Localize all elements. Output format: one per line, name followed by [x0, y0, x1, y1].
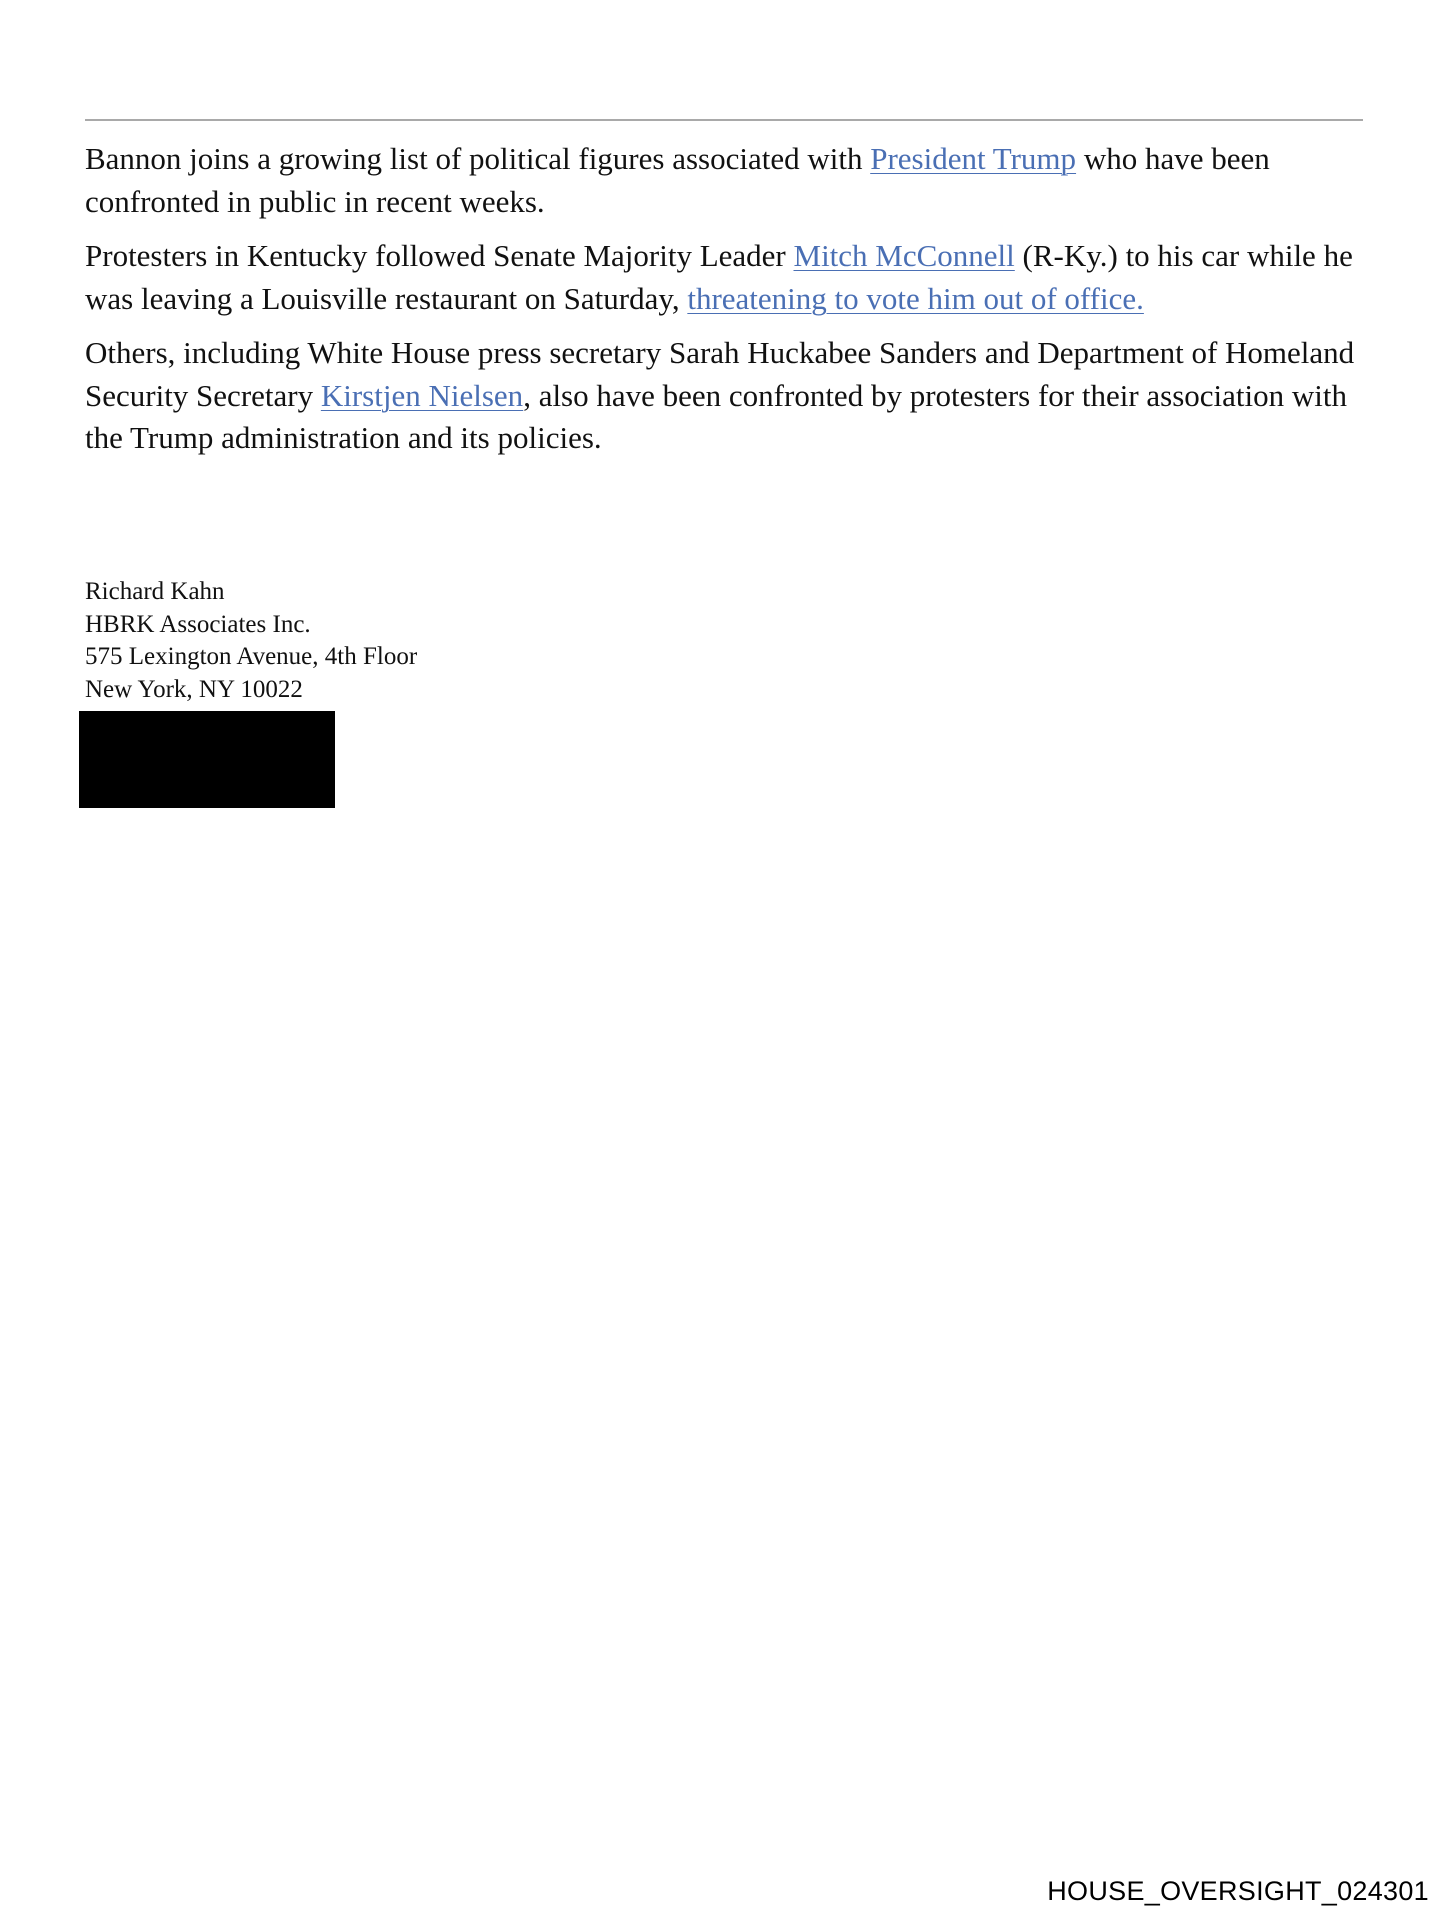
president-trump-link[interactable]: President Trump [870, 141, 1077, 176]
paragraph-2-text-start: Protesters in Kentucky followed Senate Majority Leader [85, 238, 794, 273]
signature-block [85, 576, 417, 706]
paragraph-3-text-start: Others, including White House press secretary Sarah Huckabee Sanders and Department of Homeland Security Secretary [85, 335, 1355, 413]
header-divider [85, 119, 1363, 121]
paragraph-1 [85, 138, 1375, 223]
paragraph-1-text-end: who have been confronted in public in recent weeks. [85, 141, 1270, 219]
paragraph-3 [85, 332, 1375, 460]
paragraph-2-text-middle: (R-Ky.) to his car while he was leaving a Louisville restaurant on Saturday, [85, 238, 1353, 316]
paragraph-3-text-end: , also have been confronted by protesters for their association with the Trump administration and its policies. [85, 377, 1348, 455]
mitch-mcconnell-link[interactable]: Mitch McConnell [793, 238, 1015, 273]
redaction-box [79, 711, 335, 808]
signature-address-line-1: 575 Lexington Avenue, 4th Floor [85, 643, 418, 670]
paragraph-2 [85, 235, 1375, 320]
signature-name: Richard Kahn [85, 578, 225, 605]
signature-address-line-2: New York, NY 10022 [85, 675, 303, 703]
article-body [85, 138, 1375, 472]
kirstjen-nielsen-link[interactable]: Kirstjen Nielsen [320, 377, 524, 413]
paragraph-1-text-start: Bannon joins a growing list of political figures associated with [85, 141, 871, 176]
signature-company: HBRK Associates Inc. [85, 610, 311, 638]
bates-number: HOUSE_OVERSIGHT_024301 [1047, 1876, 1429, 1906]
vote-out-of-office-link[interactable]: threatening to vote him out of office. [687, 280, 1144, 316]
